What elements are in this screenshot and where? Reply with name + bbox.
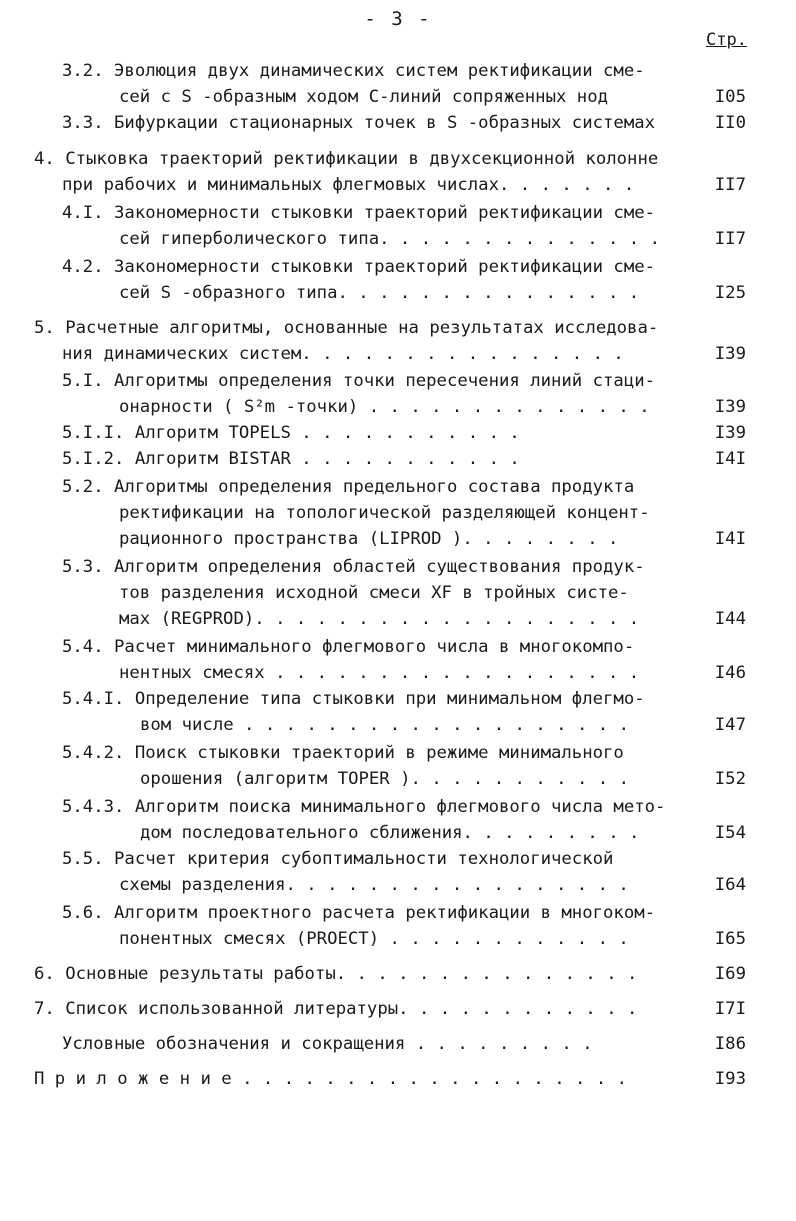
toc-line: 4. Стыковка траекторий ректификации в двухсекционной колонне: [34, 149, 659, 169]
toc-line: 6. Основные результаты работы. . . . . . . . . . . . . . .: [34, 964, 638, 984]
toc-line: при рабочих и минимальных флегмовых числах. . . . . . .: [62, 175, 635, 195]
toc-line: Условные обозначения и сокращения . . . . . . . . .: [62, 1034, 593, 1054]
toc-line: мах (REGPROD). . . . . . . . . . . . . . . . . . .: [119, 609, 640, 629]
toc-line: 4.2. Закономерности стыковки траекторий ректификации сме-: [62, 257, 656, 277]
toc-line: 5.6. Алгоритм проектного расчета ректификации в многоком-: [62, 903, 656, 923]
toc-line: ректификации на топологической разделяющей концент-: [119, 503, 650, 523]
toc-page-number: I93: [714, 1069, 746, 1089]
toc-page-number: I47: [714, 715, 746, 735]
toc-page-number: I46: [714, 663, 746, 683]
toc-page-number: I44: [714, 609, 746, 629]
toc-line: 5.4.2. Поиск стыковки траекторий в режиме минимального: [62, 743, 624, 763]
toc-line: 4.I. Закономерности стыковки траекторий ректификации сме-: [62, 203, 656, 223]
toc-line: рационного пространства (LIPROD ). . . . . . . .: [119, 529, 619, 549]
toc-line: П р и л о ж е н и е . . . . . . . . . . . . . . . . . . .: [34, 1069, 628, 1089]
toc-page-number: I25: [714, 283, 746, 303]
toc-line: вом числе . . . . . . . . . . . . . . . . . . .: [140, 715, 629, 735]
toc-page-number: II0: [714, 113, 746, 133]
toc-line: сей гиперболического типа. . . . . . . . . . . . . .: [119, 229, 661, 249]
toc-line: дом последовательного сближения. . . . . . . . .: [140, 823, 640, 843]
toc-page-number: I64: [714, 875, 746, 895]
toc-line: понентных смесях (PROECT) . . . . . . . . . . . .: [119, 929, 629, 949]
toc-line: 5.3. Алгоритм определения областей существования продук-: [62, 557, 645, 577]
toc-line: 5. Расчетные алгоритмы, основанные на результатах исследова-: [34, 318, 659, 338]
toc-line: сей с S -образным ходом С-линий сопряженных нод: [119, 87, 608, 107]
toc-page-number: I39: [714, 397, 746, 417]
toc-page-number: I05: [714, 87, 746, 107]
toc-page-number: I4I: [714, 449, 746, 469]
toc-line: 3.3. Бифуркации стационарных точек в S -образных системах: [62, 113, 656, 133]
toc-page-number: I7I: [714, 999, 746, 1019]
toc-line: сей S -образного типа. . . . . . . . . . . . . . .: [119, 283, 640, 303]
toc-page-number: II7: [714, 175, 746, 195]
toc-line: 5.I.2. Алгоритм BISTAR . . . . . . . . . . .: [62, 449, 520, 469]
toc-page-number: I52: [714, 769, 746, 789]
toc-line: тов разделения исходной смеси XF в тройных систе-: [119, 583, 629, 603]
toc-line: 3.2. Эволюция двух динамических систем ректификации сме-: [62, 61, 645, 81]
toc-page-number: I4I: [714, 529, 746, 549]
toc-line: 5.I.I. Алгоритм TOPELS . . . . . . . . . . .: [62, 423, 520, 443]
toc-line: онарности ( S²m -точки) . . . . . . . . . . . . . .: [119, 397, 650, 417]
page-number: - 3 -: [364, 8, 432, 30]
toc-line: орошения (алгоритм TOPER ). . . . . . . . . . .: [140, 769, 629, 789]
toc-line: 5.I. Алгоритмы определения точки пересечения линий стаци-: [62, 371, 656, 391]
toc-page-number: I65: [714, 929, 746, 949]
toc-line: нентных смесях . . . . . . . . . . . . . . . . . .: [119, 663, 640, 683]
page-column-header: Стр.: [706, 30, 747, 50]
toc-line: 5.5. Расчет критерия субоптимальности технологической: [62, 849, 614, 869]
toc-line: 5.4.3. Алгоритм поиска минимального флегмового числа мето-: [62, 797, 666, 817]
toc-line: 7. Список использованной литературы. . . . . . . . . . . .: [34, 999, 638, 1019]
toc-page-number: I39: [714, 423, 746, 443]
toc-line: 5.4.I. Определение типа стыковки при минимальном флегмо-: [62, 689, 645, 709]
toc-line: схемы разделения. . . . . . . . . . . . . . . . .: [119, 875, 629, 895]
toc-line: ния динамических систем. . . . . . . . . . . . . . . .: [62, 344, 624, 364]
toc-line: 5.4. Расчет минимального флегмового числа в многокомпо-: [62, 637, 635, 657]
toc-page-number: I39: [714, 344, 746, 364]
toc-page-number: I86: [714, 1034, 746, 1054]
toc-page-number: II7: [714, 229, 746, 249]
toc-line: 5.2. Алгоритмы определения предельного состава продукта: [62, 477, 635, 497]
toc-page-number: I54: [714, 823, 746, 843]
toc-page-number: I69: [714, 964, 746, 984]
